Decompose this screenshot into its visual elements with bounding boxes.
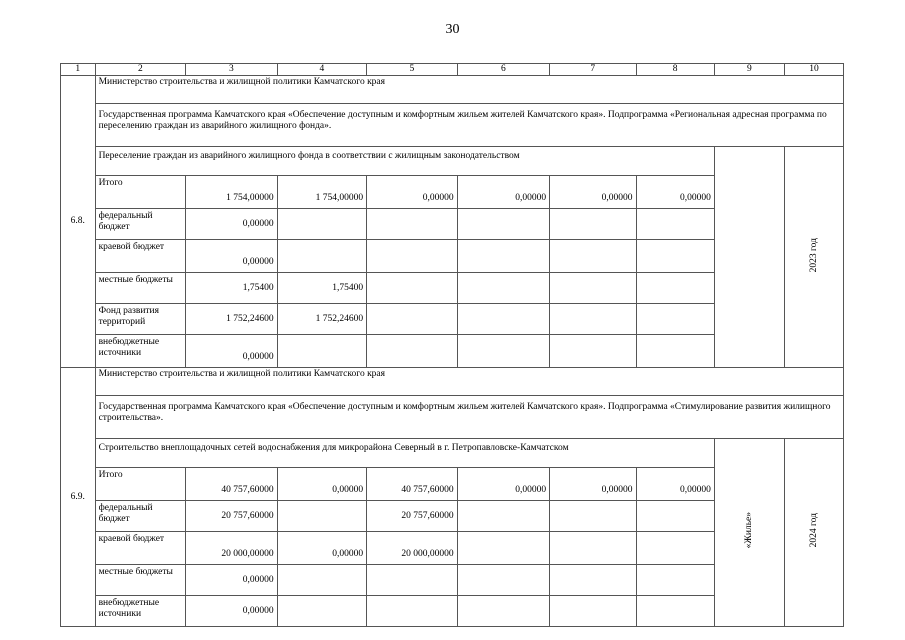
value-cell: 20 000,00000 <box>186 532 278 565</box>
event-name: Строительство внеплощадочных сетей водоснабжения для микрорайона Северный в г. Петропавловске-Камчатском <box>95 439 714 468</box>
value-cell <box>457 596 550 627</box>
value-cell <box>636 273 714 304</box>
value-cell: 0,00000 <box>636 176 714 209</box>
value-cell <box>277 501 366 532</box>
value-cell <box>277 335 366 368</box>
source-label: Итого <box>95 176 186 209</box>
value-cell <box>636 209 714 240</box>
value-cell: 20 000,00000 <box>367 532 458 565</box>
value-cell: 0,00000 <box>277 468 366 501</box>
value-cell <box>367 304 458 335</box>
source-label: внебюджетные источники <box>95 335 186 368</box>
source-label: федеральный бюджет <box>95 209 186 240</box>
header-cell: 9 <box>714 64 784 76</box>
value-cell: 20 757,60000 <box>367 501 458 532</box>
col9-cell <box>714 439 784 627</box>
value-cell <box>277 209 366 240</box>
value-cell <box>550 565 636 596</box>
value-cell <box>367 240 458 273</box>
value-cell: 0,00000 <box>457 176 550 209</box>
value-cell: 0,00000 <box>186 565 278 596</box>
source-label: местные бюджеты <box>95 273 186 304</box>
header-cell: 10 <box>784 64 843 76</box>
value-cell <box>550 240 636 273</box>
col9-text: «Жилье» <box>743 512 754 549</box>
value-cell <box>457 501 550 532</box>
page-number: 30 <box>445 22 460 37</box>
header-cell: 8 <box>636 64 714 76</box>
source-label: внебюджетные источники <box>95 596 186 627</box>
value-cell <box>457 304 550 335</box>
value-cell <box>636 304 714 335</box>
ministry-row <box>61 368 844 396</box>
event-name: Переселение граждан из аварийного жилищного фонда в соответствии с жилищным законодательством <box>95 147 714 176</box>
value-cell <box>367 209 458 240</box>
value-cell <box>457 273 550 304</box>
col9-cell <box>714 147 784 368</box>
program-row <box>61 396 844 439</box>
value-cell: 0,00000 <box>457 468 550 501</box>
value-cell <box>550 209 636 240</box>
value-cell <box>277 565 366 596</box>
value-cell: 1 752,24600 <box>186 304 278 335</box>
value-cell <box>636 532 714 565</box>
event-row <box>61 147 844 176</box>
program-name: Государственная программа Камчатского края «Обеспечение доступным и комфортным жильем жителей Камчатского края». Подпрограмма «Стимулирование развития жилищного строительства». <box>95 396 843 439</box>
value-cell: 1,75400 <box>186 273 278 304</box>
ministry-row <box>61 76 844 104</box>
value-cell: 0,00000 <box>636 468 714 501</box>
value-cell: 0,00000 <box>186 335 278 368</box>
year-text: 2023 год <box>808 237 819 273</box>
value-cell <box>550 532 636 565</box>
value-cell <box>457 565 550 596</box>
value-cell <box>636 335 714 368</box>
year-cell <box>784 147 843 368</box>
value-cell: 40 757,60000 <box>367 468 458 501</box>
value-cell: 0,00000 <box>367 176 458 209</box>
value-cell: 0,00000 <box>277 532 366 565</box>
financing-table <box>60 63 844 627</box>
source-label: Фонд развития территорий <box>95 304 186 335</box>
value-cell: 0,00000 <box>186 240 278 273</box>
header-cell: 2 <box>95 64 186 76</box>
value-cell <box>457 335 550 368</box>
header-cell: 7 <box>550 64 636 76</box>
value-cell: 0,00000 <box>186 209 278 240</box>
row-number: 6.9. <box>61 368 96 627</box>
value-cell: 1,75400 <box>277 273 366 304</box>
ministry-name: Министерство строительства и жилищной политики Камчатского края <box>95 76 843 104</box>
value-cell <box>636 565 714 596</box>
value-cell <box>367 335 458 368</box>
value-cell: 1 754,00000 <box>186 176 278 209</box>
value-cell: 1 754,00000 <box>277 176 366 209</box>
value-cell <box>457 240 550 273</box>
value-cell: 1 752,24600 <box>277 304 366 335</box>
source-label: местные бюджеты <box>95 565 186 596</box>
source-label: Итого <box>95 468 186 501</box>
value-cell: 0,00000 <box>186 596 278 627</box>
ministry-name: Министерство строительства и жилищной политики Камчатского края <box>95 368 843 396</box>
value-cell <box>550 501 636 532</box>
row-number: 6.8. <box>61 76 96 368</box>
value-cell <box>457 209 550 240</box>
header-cell: 4 <box>277 64 366 76</box>
value-cell <box>636 240 714 273</box>
header-cell: 5 <box>367 64 458 76</box>
header-cell: 1 <box>61 64 96 76</box>
value-cell <box>457 532 550 565</box>
header-row <box>61 64 844 76</box>
value-cell <box>367 565 458 596</box>
value-cell <box>367 273 458 304</box>
value-cell <box>636 596 714 627</box>
value-cell: 0,00000 <box>550 468 636 501</box>
event-row <box>61 439 844 468</box>
value-cell <box>550 273 636 304</box>
value-cell <box>367 596 458 627</box>
value-cell <box>550 596 636 627</box>
value-cell: 20 757,60000 <box>186 501 278 532</box>
source-label: краевой бюджет <box>95 532 186 565</box>
value-cell <box>636 501 714 532</box>
value-cell <box>277 596 366 627</box>
program-name: Государственная программа Камчатского края «Обеспечение доступным и комфортным жильем жителей Камчатского края». Подпрограмма «Региональная адресная программа по переселению граждан из аварийного жилищного фонда». <box>95 104 843 147</box>
value-cell <box>550 335 636 368</box>
source-label: краевой бюджет <box>95 240 186 273</box>
header-cell: 6 <box>457 64 550 76</box>
value-cell: 0,00000 <box>550 176 636 209</box>
year-text: 2024 год <box>808 513 819 548</box>
program-row <box>61 104 844 147</box>
value-cell <box>550 304 636 335</box>
value-cell: 40 757,60000 <box>186 468 278 501</box>
source-label: федеральный бюджет <box>95 501 186 532</box>
value-cell <box>277 240 366 273</box>
year-cell <box>784 439 843 627</box>
header-cell: 3 <box>186 64 278 76</box>
